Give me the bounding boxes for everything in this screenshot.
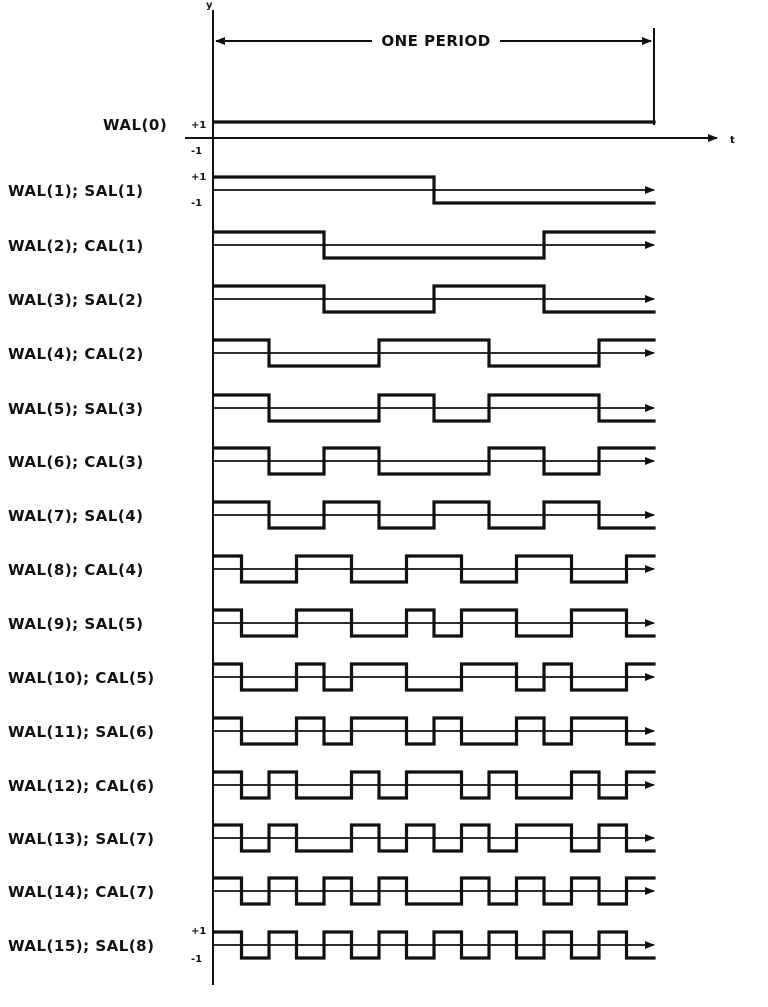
time-axis-label: t xyxy=(730,135,735,146)
y-axis-label: y xyxy=(206,0,213,11)
function-label: WAL(5); SAL(3) xyxy=(8,400,144,418)
level-minus-label-row1: -1 xyxy=(191,198,203,209)
function-label: WAL(4); CAL(2) xyxy=(8,345,144,363)
function-label: WAL(6); CAL(3) xyxy=(8,453,144,471)
function-label: WAL(11); SAL(6) xyxy=(8,723,155,741)
function-label: WAL(9); SAL(5) xyxy=(8,615,144,633)
function-label: WAL(2); CAL(1) xyxy=(8,237,144,255)
function-label: WAL(3); SAL(2) xyxy=(8,291,144,309)
function-label: WAL(12); CAL(6) xyxy=(8,777,155,795)
level-plus-label-row1: +1 xyxy=(191,172,207,183)
function-label: WAL(7); SAL(4) xyxy=(8,507,144,525)
function-label: WAL(8); CAL(4) xyxy=(8,561,144,579)
function-label: WAL(10); CAL(5) xyxy=(8,669,155,687)
waveform-rows xyxy=(8,116,654,958)
period-label: ONE PERIOD xyxy=(381,32,491,50)
level-minus-label-row0: -1 xyxy=(191,146,203,157)
function-label: WAL(14); CAL(7) xyxy=(8,883,155,901)
level-plus-label-row0: +1 xyxy=(191,120,207,131)
function-label: WAL(13); SAL(7) xyxy=(8,830,155,848)
function-label: WAL(0) xyxy=(103,116,168,134)
function-label: WAL(15); SAL(8) xyxy=(8,937,155,955)
level-minus-label-row15: -1 xyxy=(191,954,203,965)
level-plus-label-row15: +1 xyxy=(191,926,207,937)
function-label: WAL(1); SAL(1) xyxy=(8,182,144,200)
